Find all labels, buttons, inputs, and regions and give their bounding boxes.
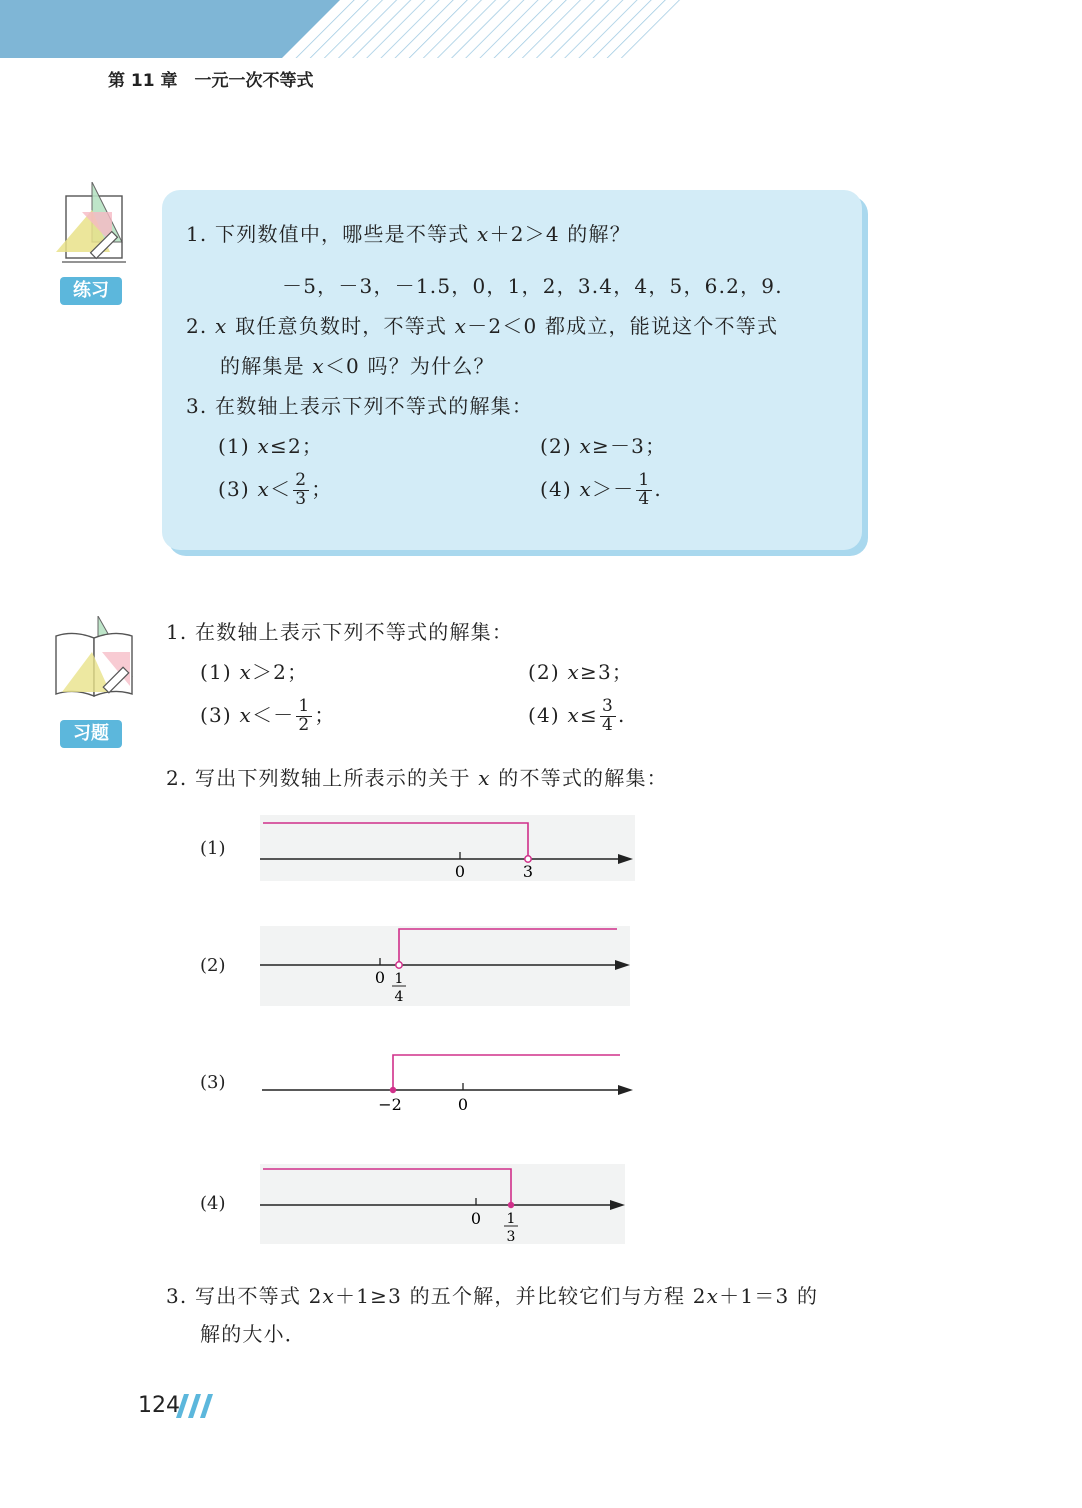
exercises-q3-line2: 解的大小． <box>200 1322 306 1346</box>
number-line-4 <box>255 1162 640 1247</box>
exercises-q1-part2 <box>528 656 633 685</box>
variable: x <box>239 660 252 684</box>
fraction <box>636 472 652 509</box>
practice-q3-part1 <box>218 430 323 459</box>
fraction-numerator: 1 <box>394 971 404 987</box>
question-text: 写出不等式 2 <box>195 1284 323 1308</box>
tick-label-zero: 0 <box>454 862 466 881</box>
number-line-3 <box>255 1048 640 1123</box>
relation: ＜ <box>269 476 292 501</box>
denominator: 4 <box>638 488 651 509</box>
variable: x <box>257 434 270 458</box>
fraction <box>600 698 616 735</box>
relation: ≤ <box>579 702 598 727</box>
practice-q3-part4 <box>540 472 662 509</box>
part-label: (3) <box>218 476 250 501</box>
variable: x <box>322 1284 336 1308</box>
denominator: 3 <box>295 488 308 509</box>
variable: x <box>239 702 252 727</box>
open-point <box>396 962 402 968</box>
numerator: 3 <box>601 696 614 716</box>
closed-point <box>508 1202 514 1208</box>
variable: x <box>215 314 228 338</box>
relation: ≥－3； <box>591 434 667 458</box>
question-number: 1. <box>186 222 208 246</box>
question-text: ＋1≥3 的五个解，并比较它们与方程 2 <box>335 1284 707 1308</box>
question-text: ＋2＞4 的解？ <box>489 222 631 246</box>
question-text: ＋1＝3 的 <box>719 1284 819 1308</box>
question-text: 的不等式的解集： <box>490 766 668 790</box>
exercises-badge: 习题 <box>60 720 122 748</box>
closed-point <box>390 1087 396 1093</box>
tick-label-zero: 0 <box>374 968 386 987</box>
relation: ＞2； <box>251 660 309 684</box>
fraction <box>296 698 312 735</box>
variable: x <box>478 766 491 790</box>
variable: x <box>312 354 325 378</box>
practice-box <box>162 190 862 550</box>
denominator: 4 <box>601 714 614 735</box>
numerator: 1 <box>298 696 311 716</box>
exercises-q1-part3 <box>200 698 336 735</box>
number-line-label: (1) <box>200 838 226 859</box>
header-band <box>0 0 1082 60</box>
punct: . <box>617 702 626 727</box>
question-number: 1. <box>166 620 188 644</box>
tick-label-point: 3 <box>522 862 534 881</box>
exercises-q3 <box>166 1280 818 1309</box>
solution-ray <box>393 1055 620 1089</box>
question-text: 下列数值中，哪些是不等式 <box>215 222 478 246</box>
numerator: 2 <box>295 470 308 490</box>
part-label: (4) <box>528 702 560 727</box>
page-number: 124 <box>138 1393 180 1418</box>
relation: ＜－ <box>251 702 295 727</box>
punct: ； <box>311 476 333 501</box>
question-text: 在数轴上表示下列不等式的解集： <box>195 620 514 644</box>
exercises-q1 <box>166 616 513 645</box>
exercises-q1-part4 <box>528 698 626 735</box>
axis-arrow <box>618 1085 633 1095</box>
fraction-denominator: 3 <box>506 1229 516 1245</box>
question-text: －2＜0 都成立，能说这个不等式 <box>467 314 779 338</box>
practice-q1-values: －5，－3，－1.5，0，1，2，3.4，4，5，6.2，9. <box>282 274 783 298</box>
part-label: (2) <box>528 660 560 684</box>
relation: ＞－ <box>591 476 635 501</box>
punct: ； <box>314 702 336 727</box>
page-number-slashes <box>176 1394 216 1420</box>
fraction-denominator: 4 <box>394 989 404 1005</box>
part-label: (4) <box>540 476 572 501</box>
variable: x <box>477 222 490 246</box>
question-number: 2. <box>166 766 188 790</box>
fraction <box>293 472 309 509</box>
practice-q3-part3 <box>218 472 332 509</box>
variable: x <box>579 434 592 458</box>
part-label: (2) <box>540 434 572 458</box>
tick-label-zero: 0 <box>470 1209 482 1228</box>
punct: . <box>654 476 662 501</box>
question-text: ＜0 吗？为什么？ <box>324 354 495 378</box>
question-number: 3. <box>186 394 208 418</box>
question-text: 写出下列数轴上所表示的关于 <box>195 766 479 790</box>
practice-q3-part2 <box>540 430 666 459</box>
number-line-label: (2) <box>200 955 226 976</box>
part-label: (1) <box>200 660 232 684</box>
tick-label-zero: 0 <box>457 1095 469 1114</box>
question-text: 的解集是 <box>220 354 313 378</box>
number-line-1 <box>255 815 640 885</box>
fraction-numerator: 1 <box>506 1211 516 1227</box>
variable: x <box>706 1284 720 1308</box>
denominator: 2 <box>298 714 311 735</box>
tick-label-point: −2 <box>378 1095 402 1114</box>
variable: x <box>579 476 592 501</box>
practice-q1 <box>186 218 631 247</box>
variable: x <box>257 476 270 501</box>
number-line-label: (3) <box>200 1072 226 1093</box>
part-label: (3) <box>200 702 232 727</box>
relation: ≥3； <box>579 660 634 684</box>
practice-icon <box>52 182 134 268</box>
practice-q2 <box>186 310 778 339</box>
number-line-label: (4) <box>200 1193 226 1214</box>
exercises-q2 <box>166 762 668 791</box>
variable: x <box>454 314 468 338</box>
variable: x <box>567 660 580 684</box>
relation: ≤2； <box>269 434 324 458</box>
question-text: 在数轴上表示下列不等式的解集： <box>215 394 534 418</box>
chapter-title: 第 11 章 一元一次不等式 <box>108 71 314 91</box>
practice-badge: 练习 <box>60 277 122 305</box>
number-line-2 <box>255 922 640 1007</box>
question-number: 3. <box>166 1284 188 1308</box>
exercises-q1-part1 <box>200 656 308 685</box>
exercises-icon <box>52 616 138 702</box>
question-number: 2. <box>186 314 208 338</box>
variable: x <box>567 702 580 727</box>
part-label: (1) <box>218 434 250 458</box>
question-text: 取任意负数时，不等式 <box>227 314 455 338</box>
practice-q2-line2 <box>220 350 495 379</box>
practice-q3 <box>186 390 533 419</box>
numerator: 1 <box>638 470 651 490</box>
